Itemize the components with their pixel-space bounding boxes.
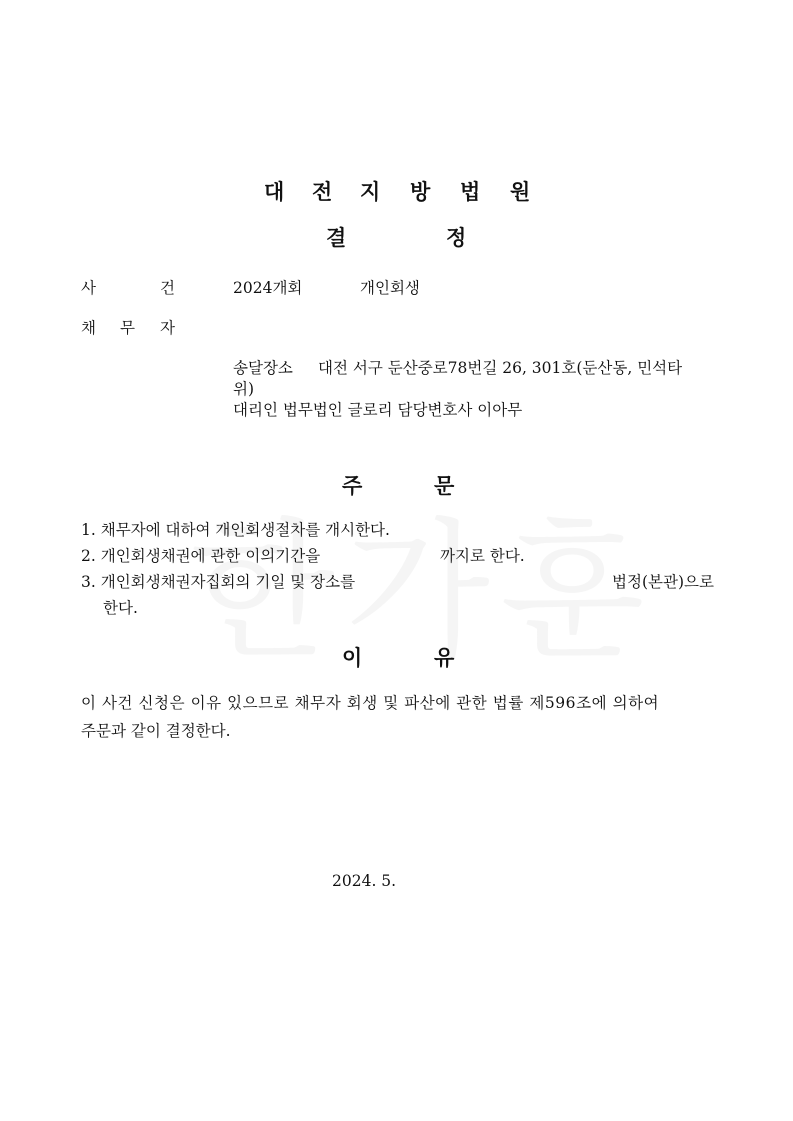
court-name-char: 지	[360, 180, 381, 204]
order-heading-char: 주	[342, 474, 363, 498]
decision-date: 2024. 5.	[332, 872, 397, 890]
service-address-line: 위)	[233, 380, 255, 398]
service-address-label: 송달장소	[233, 359, 293, 377]
order-item-1: 1. 채무자에 대하여 개인회생절차를 개시한다.	[81, 521, 390, 539]
order-item-2-tail: 까지로 한다.	[440, 547, 525, 565]
reason-heading-char: 유	[434, 646, 455, 670]
case-label-char: 사	[81, 279, 96, 297]
legal-agent: 대리인 법무법인 글로리 담당변호사 이아무	[233, 401, 523, 419]
case-type: 개인회생	[360, 279, 420, 297]
case-number: 2024개회	[233, 279, 303, 297]
service-address-line: 대전 서구 둔산중로78번길 26, 301호(둔산동, 민석타	[318, 359, 683, 377]
reason-heading-char: 이	[342, 646, 363, 670]
court-name-char: 대	[264, 180, 285, 204]
court-name-char: 법	[460, 180, 481, 204]
court-name-char: 원	[510, 180, 531, 204]
court-name-char: 방	[410, 180, 431, 204]
document-title-char: 정	[446, 226, 467, 250]
order-item-3: 3. 개인회생채권자집회의 기일 및 장소를	[81, 573, 356, 591]
court-name-char: 전	[312, 180, 333, 204]
reason-line: 주문과 같이 결정한다.	[81, 722, 231, 740]
document-title-char: 결	[326, 226, 347, 250]
case-label-char: 건	[160, 279, 175, 297]
debtor-label-char: 자	[160, 319, 175, 337]
debtor-label-char: 무	[120, 319, 135, 337]
order-item-2: 2. 개인회생채권에 관한 이의기간을	[81, 547, 321, 565]
reason-line: 이 사건 신청은 이유 있으므로 채무자 회생 및 파산에 관한 법률 제596조에 의하여	[81, 694, 660, 712]
debtor-label-char: 채	[81, 319, 96, 337]
order-item-3-continuation: 한다.	[103, 599, 138, 617]
order-heading-char: 문	[434, 474, 455, 498]
order-item-3-tail: 법정(본관)으로	[612, 573, 714, 591]
